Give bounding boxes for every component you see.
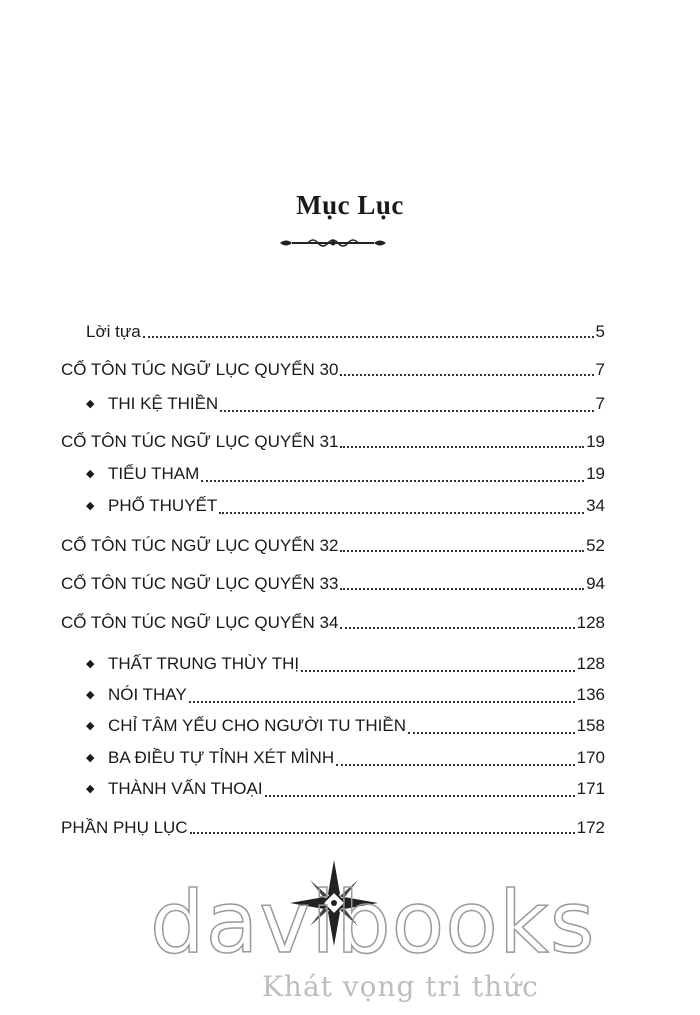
leader-dots: [340, 627, 574, 629]
leader-dots: [201, 480, 584, 482]
toc-entry-label: THẤT TRUNG THÙY THỊ: [108, 654, 300, 673]
diamond-bullet-icon: ◆: [86, 500, 95, 512]
toc-page-number: 19: [586, 432, 605, 451]
toc-page-number: 5: [595, 322, 605, 341]
leader-dots: [219, 512, 584, 514]
leader-dots: [340, 588, 584, 590]
leader-dots: [340, 446, 584, 448]
toc-entry-label: CỔ TÔN TÚC NGỮ LỤC QUYỂN 32: [61, 536, 339, 555]
leader-dots: [340, 374, 593, 376]
toc-entry-label: CỔ TÔN TÚC NGỮ LỤC QUYỂN 30: [61, 360, 339, 379]
toc-page-number: 52: [586, 536, 605, 555]
toc-entry-label: THÀNH VẤN THOẠI: [108, 779, 263, 798]
diamond-bullet-icon: ◆: [86, 468, 95, 480]
toc-entry-label: CỔ TÔN TÚC NGỮ LỤC QUYỂN 33: [61, 574, 339, 593]
toc-page-number: 128: [576, 613, 605, 632]
page-title: Mục Lục: [296, 190, 404, 220]
toc-row[interactable]: [61, 613, 605, 633]
toc-row[interactable]: [86, 322, 605, 342]
toc-page-number: 7: [595, 394, 605, 413]
diamond-bullet-icon: ◆: [86, 783, 95, 795]
toc-row[interactable]: [61, 574, 605, 594]
toc-page-number: 172: [576, 818, 605, 837]
watermark-brand: davibooks: [150, 873, 596, 973]
leader-dots: [189, 701, 575, 703]
toc-row[interactable]: [61, 536, 605, 556]
toc-entry-label: NÓI THAY: [108, 685, 187, 704]
toc-page-number: 19: [586, 464, 605, 483]
leader-dots: [143, 336, 594, 338]
toc-row[interactable]: [86, 496, 605, 518]
leader-dots: [301, 670, 575, 672]
toc-entry-label: CỔ TÔN TÚC NGỮ LỤC QUYỂN 31: [61, 432, 339, 451]
diamond-bullet-icon: ◆: [86, 658, 95, 670]
toc-page-number: 34: [586, 496, 605, 515]
toc-row[interactable]: [61, 360, 605, 380]
toc-entry-label: BA ĐIỀU TỰ TỈNH XÉT MÌNH: [108, 748, 335, 767]
diamond-bullet-icon: ◆: [86, 398, 95, 410]
toc-row[interactable]: [86, 654, 605, 676]
toc-page-number: 170: [576, 748, 605, 767]
watermark-slogan: Khát vọng tri thức: [262, 970, 539, 1003]
leader-dots: [336, 764, 575, 766]
diamond-bullet-icon: ◆: [86, 752, 95, 764]
diamond-bullet-icon: ◆: [86, 689, 95, 701]
toc-row[interactable]: [86, 716, 605, 738]
toc-entry-label: CHỈ TÂM YẾU CHO NGƯỜI TU THIỀN: [108, 716, 406, 735]
toc-page-number: 136: [576, 685, 605, 704]
toc-row[interactable]: [86, 748, 605, 770]
toc-page-number: 128: [576, 654, 605, 673]
leader-dots: [340, 550, 584, 552]
toc-entry-label: TIỂU THAM: [108, 464, 200, 483]
toc-row[interactable]: [86, 685, 605, 707]
leader-dots: [190, 832, 575, 834]
toc-entry-label: Lời tựa: [86, 322, 141, 341]
leader-dots: [265, 795, 575, 797]
toc-entry-label: PHỔ THUYẾT: [108, 496, 218, 515]
toc-row[interactable]: [61, 432, 605, 452]
toc-entry-label: CỔ TÔN TÚC NGỮ LỤC QUYỂN 34: [61, 613, 339, 632]
toc-row[interactable]: [61, 818, 605, 838]
toc-row[interactable]: [86, 464, 605, 486]
diamond-bullet-icon: ◆: [86, 720, 95, 732]
leader-dots: [220, 410, 593, 412]
leader-dots: [408, 732, 575, 734]
toc-page-number: 94: [586, 574, 605, 593]
toc-page-number: 7: [595, 360, 605, 379]
toc-entry-label: PHẦN PHỤ LỤC: [61, 818, 188, 837]
toc-entry-label: THI KỆ THIỀN: [108, 394, 219, 413]
toc-page-number: 171: [576, 779, 605, 798]
toc-page-number: 158: [576, 716, 605, 735]
toc-row[interactable]: [86, 394, 605, 416]
toc-row[interactable]: [86, 779, 605, 801]
